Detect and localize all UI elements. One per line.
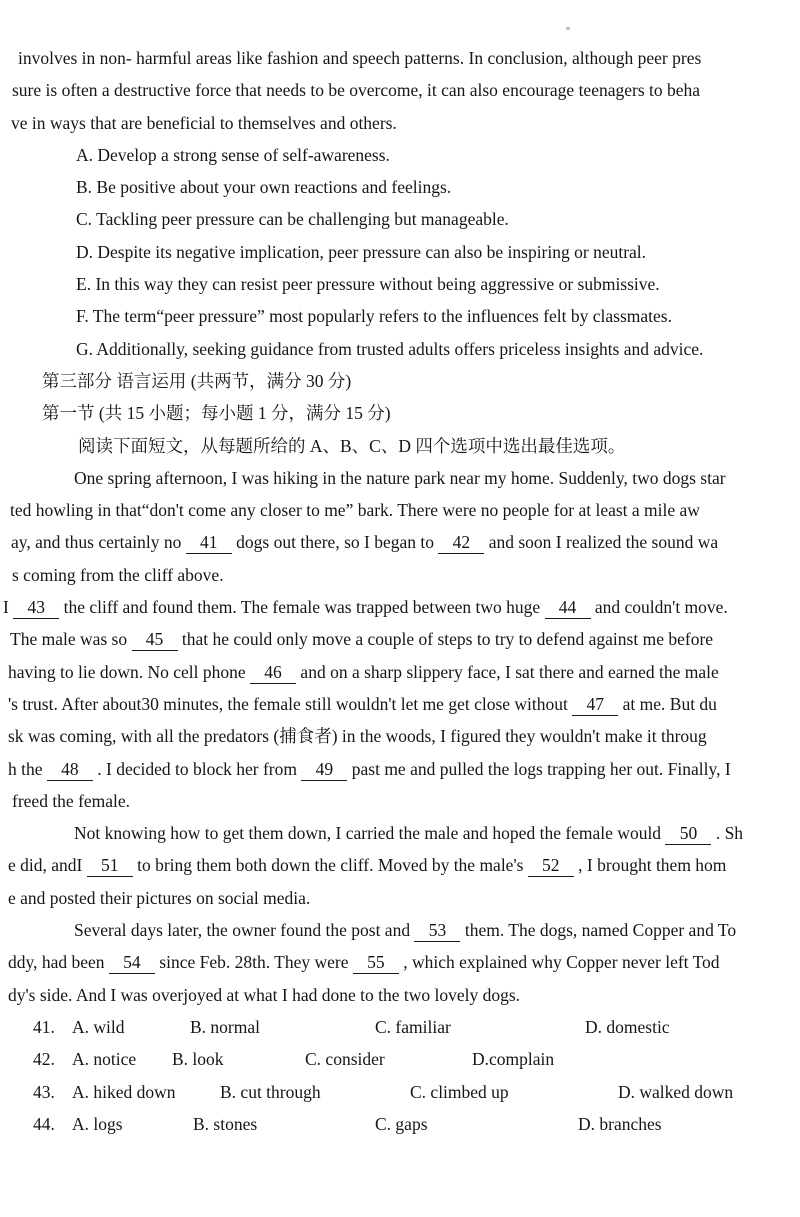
cloze-line bbox=[0, 526, 800, 558]
text-segment: e did, andI bbox=[8, 855, 87, 876]
intro-line: sure is often a destructive force that needs to be overcome, it can also encourage teenagers to beha bbox=[12, 80, 701, 101]
blank-55: 55 bbox=[353, 952, 399, 974]
text-segment: having to lie down. No cell phone bbox=[8, 661, 251, 682]
cloze-line bbox=[0, 494, 800, 526]
text-segment: h the bbox=[8, 758, 47, 779]
text-segment: since Feb. 28th. They were bbox=[154, 952, 353, 973]
cloze-line bbox=[0, 882, 800, 914]
question-row bbox=[0, 1043, 800, 1075]
blank-53: 53 bbox=[414, 920, 460, 942]
blank-45: 45 bbox=[132, 629, 178, 651]
question-option: D. domestic bbox=[585, 1016, 670, 1037]
question-option: A. hiked down bbox=[72, 1081, 176, 1102]
text-segment: Several days later, the owner found the post and bbox=[74, 920, 415, 941]
blank-48: 48 bbox=[47, 759, 93, 781]
cloze-line bbox=[0, 979, 800, 1011]
blank-44: 44 bbox=[545, 597, 591, 619]
intro-line: ve in ways that are beneficial to themselves and others. bbox=[11, 112, 397, 133]
text-segment: freed the female. bbox=[12, 790, 131, 811]
blank-43: 43 bbox=[13, 597, 59, 619]
blank-46: 46 bbox=[250, 662, 296, 684]
cloze-line bbox=[0, 753, 800, 785]
question-option: B. cut through bbox=[220, 1081, 321, 1102]
blank-41: 41 bbox=[186, 532, 232, 554]
text-segment: e and posted their pictures on social media. bbox=[8, 887, 311, 908]
question-option: C. consider bbox=[305, 1049, 385, 1070]
cloze-line bbox=[0, 817, 800, 849]
cloze-line bbox=[0, 559, 800, 591]
text-segment: ted howling in that“don't come any closer to me” bark. There were no people for at least a mile aw bbox=[10, 500, 700, 521]
intro-line: involves in non- harmful areas like fashion and speech patterns. In conclusion, although peer pres bbox=[18, 48, 702, 68]
text-segment: that he could only move a couple of steps to try to defend against me before bbox=[177, 629, 714, 650]
question-number: 44. bbox=[33, 1113, 55, 1134]
choice-sentence: G. Additionally, seeking guidance from trusted adults offers priceless insights and advice. bbox=[76, 338, 704, 359]
question-option: B. normal bbox=[190, 1016, 260, 1037]
question-row bbox=[0, 1011, 800, 1043]
cloze-line bbox=[0, 591, 800, 623]
text-segment: the cliff and found them. The female was trapped between two huge bbox=[59, 597, 545, 618]
text-segment: I bbox=[3, 597, 14, 618]
choice-sentence: F. The term“peer pressure” most popularly refers to the influences felt by classmates. bbox=[76, 306, 672, 327]
question-list bbox=[0, 1011, 800, 1140]
text-segment: 's trust. After about30 minutes, the female still wouldn't let me get close without bbox=[8, 693, 573, 714]
text-segment: s coming from the cliff above. bbox=[12, 564, 224, 585]
text-segment: ay, and thus certainly no bbox=[11, 532, 186, 553]
cloze-line bbox=[0, 656, 800, 688]
cloze-line bbox=[0, 849, 800, 881]
text-segment: and couldn't move. bbox=[590, 597, 728, 618]
choice-sentence: D. Despite its negative implication, peer pressure can also be inspiring or neutral. bbox=[76, 241, 647, 262]
text-segment: to bring them both down the cliff. Moved by the male's bbox=[132, 855, 528, 876]
blank-49: 49 bbox=[301, 759, 347, 781]
cloze-passage bbox=[0, 462, 800, 1011]
choice-sentence: B. Be positive about your own reactions and feelings. bbox=[76, 177, 452, 198]
question-option: D. branches bbox=[578, 1113, 662, 1134]
cloze-line bbox=[0, 946, 800, 978]
text-segment: sk was coming, with all the predators (捕食者) in the woods, I figured they wouldn't make it throug bbox=[8, 726, 707, 747]
instruction: 阅读下面短文，从每题所给的 A、B、C、D 四个选项中选出最佳选项。 bbox=[78, 435, 626, 456]
text-segment: them. The dogs, named Copper and To bbox=[460, 920, 737, 941]
blank-50: 50 bbox=[665, 823, 711, 845]
text-segment: and soon I realized the sound wa bbox=[484, 532, 719, 553]
blank-54: 54 bbox=[109, 952, 155, 974]
text-segment: . Sh bbox=[711, 823, 744, 844]
text-segment: Not knowing how to get them down, I carried the male and hoped the female would bbox=[74, 823, 666, 844]
text-segment: dogs out there, so I began to bbox=[231, 532, 439, 553]
blank-51: 51 bbox=[87, 855, 133, 877]
question-option: B. stones bbox=[193, 1113, 258, 1134]
question-option: A. wild bbox=[72, 1016, 125, 1037]
question-number: 41. bbox=[33, 1016, 55, 1037]
question-option: D.complain bbox=[472, 1049, 555, 1070]
cloze-line bbox=[0, 688, 800, 720]
question-option: C. familiar bbox=[375, 1016, 451, 1037]
subsection-heading: 第一节 (共 15 小题；每小题 1 分，满分 15 分) bbox=[42, 403, 391, 424]
cloze-line bbox=[0, 462, 800, 494]
text-segment: past me and pulled the logs trapping her out. Finally, I bbox=[347, 758, 731, 779]
question-option: B. look bbox=[172, 1049, 224, 1070]
question-option: C. climbed up bbox=[410, 1081, 509, 1102]
blank-47: 47 bbox=[572, 694, 618, 716]
text-segment: , I brought them hom bbox=[573, 855, 727, 876]
question-row bbox=[0, 1076, 800, 1108]
question-option: D. walked down bbox=[618, 1081, 734, 1102]
text-segment: and on a sharp slippery face, I sat there and earned the male bbox=[296, 661, 719, 682]
cloze-line bbox=[0, 623, 800, 655]
text-segment: ddy, had been bbox=[8, 952, 109, 973]
text-segment: at me. But du bbox=[618, 693, 717, 714]
section-heading: 第三部分 语言运用 (共两节，满分 30 分) bbox=[42, 370, 352, 391]
text-segment: The male was so bbox=[10, 629, 132, 650]
choice-sentence: A. Develop a strong sense of self-awareness. bbox=[76, 144, 390, 165]
text-segment: dy's side. And I was overjoyed at what I had done to the two lovely dogs. bbox=[8, 984, 521, 1005]
question-number: 42. bbox=[33, 1049, 55, 1070]
choice-sentence: E. In this way they can resist peer pressure without being aggressive or submissive. bbox=[76, 274, 660, 295]
text-segment: . I decided to block her from bbox=[92, 758, 302, 779]
question-row bbox=[0, 1108, 800, 1140]
choice-sentence-list bbox=[0, 139, 800, 365]
intro-paragraph bbox=[0, 42, 800, 139]
text-segment: , which explained why Copper never left Tod bbox=[398, 952, 720, 973]
question-option: A. notice bbox=[72, 1049, 137, 1070]
stray-mark bbox=[566, 27, 570, 30]
blank-42: 42 bbox=[438, 532, 484, 554]
text-segment: One spring afternoon, I was hiking in the nature park near my home. Suddenly, two dogs star bbox=[74, 467, 726, 488]
cloze-line bbox=[0, 785, 800, 817]
blank-52: 52 bbox=[528, 855, 574, 877]
cloze-line bbox=[0, 914, 800, 946]
choice-sentence: C. Tackling peer pressure can be challenging but manageable. bbox=[76, 209, 509, 230]
question-number: 43. bbox=[33, 1081, 55, 1102]
question-option: C. gaps bbox=[375, 1113, 428, 1134]
question-option: A. logs bbox=[72, 1113, 123, 1134]
cloze-line bbox=[0, 720, 800, 752]
